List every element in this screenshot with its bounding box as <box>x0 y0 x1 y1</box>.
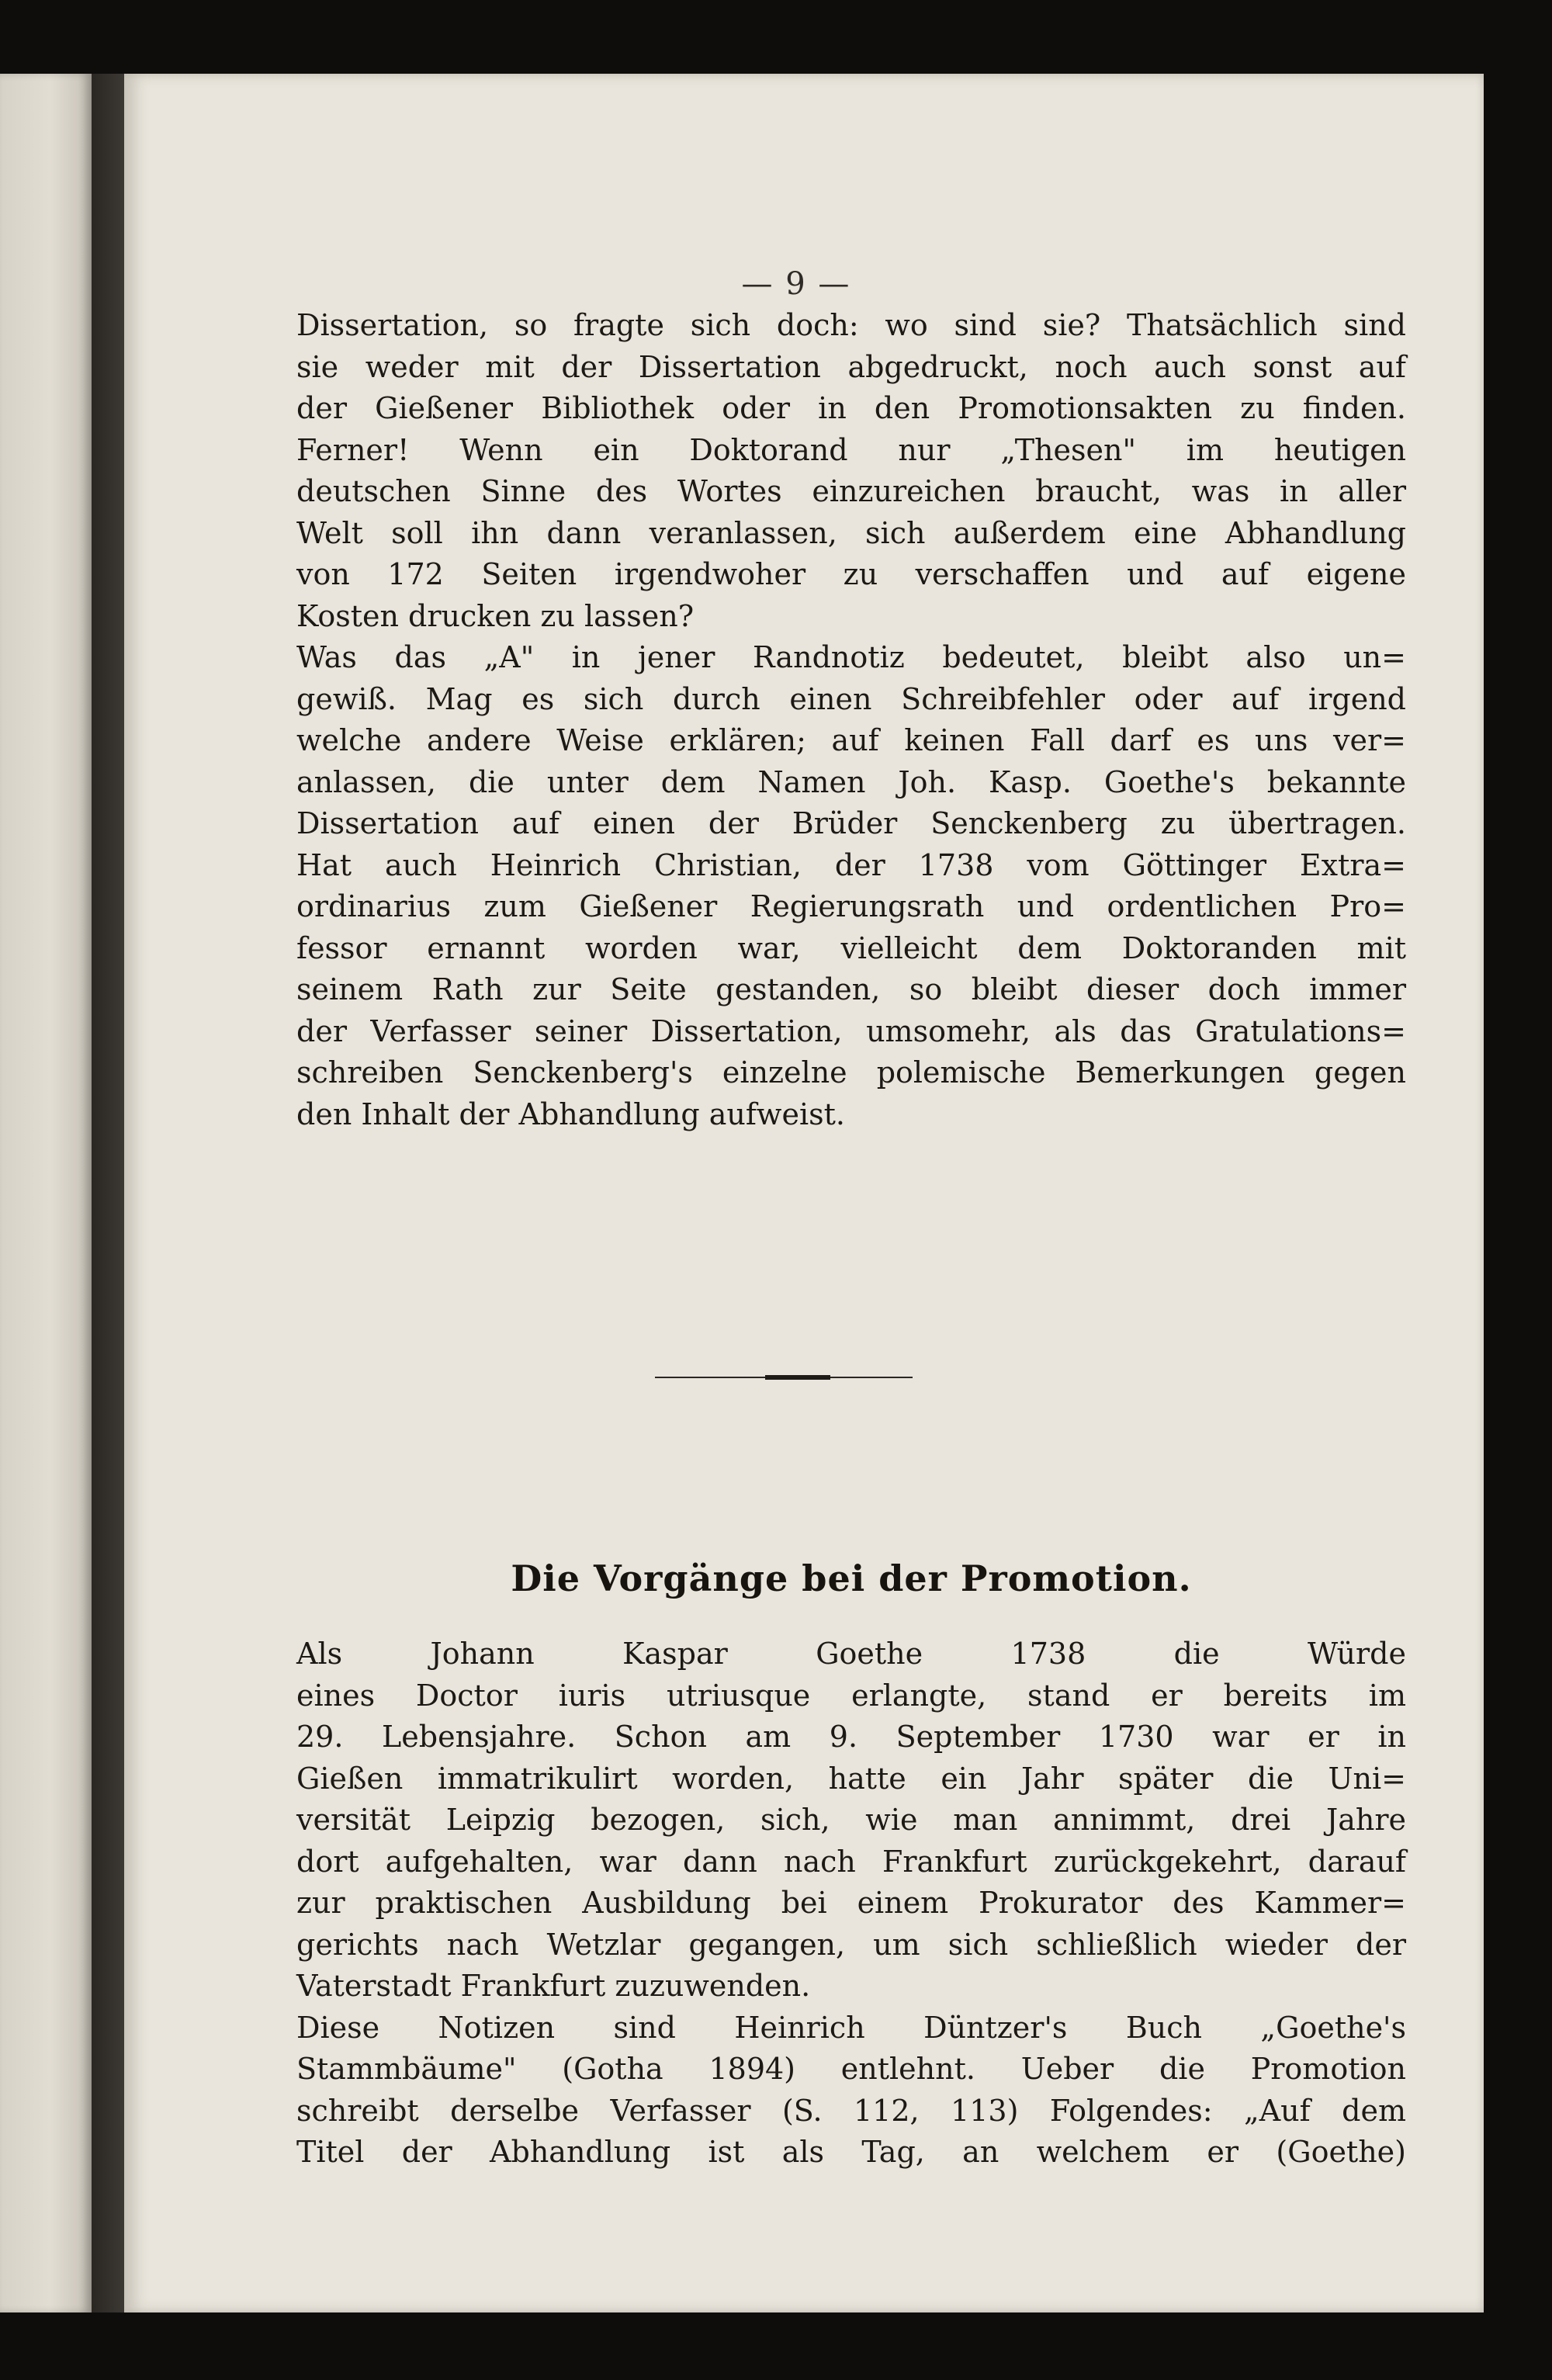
text-line: dort aufgehalten, war dann nach Frankfurt zurückgekehrt, darauf <box>296 1844 1406 1879</box>
text-line: deutschen Sinne des Wortes einzureichen braucht, was in aller <box>296 474 1406 508</box>
text-line: versität Leipzig bezogen, sich, wie man annimmt, drei Jahre <box>296 1803 1406 1837</box>
text-line: eines Doctor iuris utriusque erlangte, stand er bereits im <box>296 1678 1406 1713</box>
text-line: fessor ernannt worden war, vielleicht dem Doktoranden mit <box>296 930 1406 965</box>
text-line: zur praktischen Ausbildung bei einem Prokurator des Kammer= <box>296 1886 1406 1920</box>
divider-rule-center <box>765 1375 830 1380</box>
text-line: Als Johann Kaspar Goethe 1738 die Würde <box>296 1637 1406 1671</box>
paragraph-block-1 <box>296 305 1406 1135</box>
text-line: Was das „A" in jener Randnotiz bedeutet, bleibt also un= <box>296 640 1406 674</box>
text-line: schreiben Senckenberg's einzelne polemische Bemerkungen gegen <box>296 1055 1406 1090</box>
text-line: den Inhalt der Abhandlung aufweist. <box>296 1096 845 1131</box>
book-gutter <box>92 74 124 2312</box>
text-line: Diese Notizen sind Heinrich Düntzer's Buch „Goethe's <box>296 2010 1406 2045</box>
text-line: Stammbäume" (Gotha 1894) entlehnt. Ueber die Promotion <box>296 2052 1406 2086</box>
text-line: der Gießener Bibliothek oder in den Promotionsakten zu finden. <box>296 391 1406 425</box>
section-divider <box>124 1374 1484 1381</box>
text-line: Titel der Abhandlung ist als Tag, an welchem er (Goethe) <box>296 2135 1406 2169</box>
text-line: 29. Lebensjahre. Schon am 9. September 1730 war er in <box>296 1720 1406 1754</box>
text-line: welche andere Weise erklären; auf keinen Fall darf es uns ver= <box>296 723 1406 757</box>
book-page <box>124 74 1484 2312</box>
text-line: schreibt derselbe Verfasser (S. 112, 113) Folgendes: „Auf dem <box>296 2093 1406 2128</box>
page-number: — 9 — <box>741 266 851 302</box>
divider-rule-left <box>655 1377 765 1378</box>
text-line: Ferner! Wenn ein Doktorand nur „Thesen" im heutigen <box>296 432 1406 467</box>
text-line: seinem Rath zur Seite gestanden, so bleibt dieser doch immer <box>296 972 1406 1006</box>
text-line: von 172 Seiten irgendwoher zu verschaffen und auf eigene <box>296 557 1406 591</box>
text-line: Vaterstadt Frankfurt zuzuwenden. <box>296 1969 811 2003</box>
text-line: sie weder mit der Dissertation abgedruckt, noch auch sonst auf <box>296 349 1406 384</box>
text-line: Welt soll ihn dann veranlassen, sich außerdem eine Abhandlung <box>296 515 1406 550</box>
facing-page-edge <box>0 74 92 2312</box>
text-line: ordinarius zum Gießener Regierungsrath und ordentlichen Pro= <box>296 889 1406 923</box>
section-heading: Die Vorgänge bei der Promotion. <box>511 1557 1192 1599</box>
text-line: Kosten drucken zu lassen? <box>296 598 695 633</box>
text-line: Hat auch Heinrich Christian, der 1738 vom Göttinger Extra= <box>296 847 1406 882</box>
text-line: Dissertation auf einen der Brüder Senckenberg zu übertragen. <box>296 806 1406 840</box>
text-line: gerichts nach Wetzlar gegangen, um sich schließlich wieder der <box>296 1927 1406 1962</box>
text-line: gewiß. Mag es sich durch einen Schreibfehler oder auf irgend <box>296 681 1406 716</box>
text-line: der Verfasser seiner Dissertation, umsomehr, als das Gratulations= <box>296 1013 1406 1048</box>
divider-rule-right <box>830 1377 913 1378</box>
text-line: Gießen immatrikulirt worden, hatte ein Jahr später die Uni= <box>296 1761 1406 1796</box>
text-line: Dissertation, so fragte sich doch: wo sind sie? Thatsächlich sind <box>296 308 1406 342</box>
paragraph-block-2 <box>296 1633 1406 2174</box>
text-line: anlassen, die unter dem Namen Joh. Kasp. Goethe's bekannte <box>296 764 1406 799</box>
